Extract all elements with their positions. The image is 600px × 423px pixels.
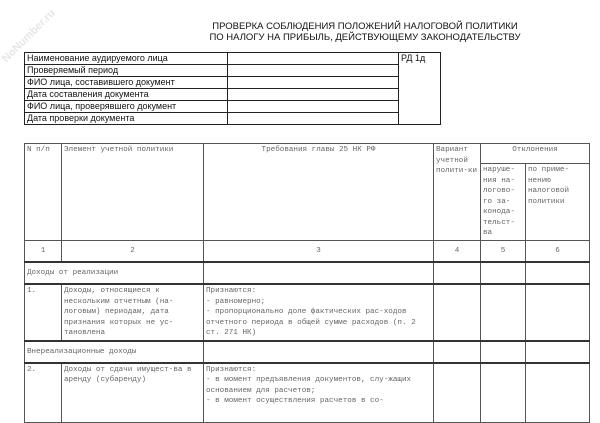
field-label: Дата проверки документа <box>25 113 228 125</box>
dev-policy-cell[interactable] <box>526 284 590 341</box>
col-number: 1 <box>25 240 62 262</box>
field-value[interactable] <box>228 77 399 89</box>
dev-law-cell[interactable] <box>481 363 526 423</box>
section-heading: Внереализационные доходы <box>25 341 204 363</box>
field-label: Дата составления документа <box>25 89 228 101</box>
field-label: ФИО лица, проверявшего документ <box>25 101 228 113</box>
row-requirements <box>204 363 434 423</box>
row-num: 2. <box>25 363 62 423</box>
req-line: - равномерно; <box>206 297 266 306</box>
dev-law-cell[interactable] <box>481 284 526 341</box>
title-line-2: ПО НАЛОГУ НА ПРИБЫЛЬ, ДЕЙСТВУЮЩЕМУ ЗАКОНОДАТЕЛЬСТВУ <box>209 32 521 43</box>
col-number: 2 <box>62 240 204 262</box>
col-header-num: N п/п <box>25 144 62 241</box>
field-value[interactable] <box>228 65 399 77</box>
col-header-variant: Вариант учетной полити-ки <box>434 144 481 241</box>
col-number: 4 <box>434 240 481 262</box>
variant-cell[interactable] <box>434 363 481 423</box>
document-code: РД 1д <box>399 53 441 125</box>
empty-cell <box>204 262 434 284</box>
col-number: 5 <box>481 240 526 262</box>
document-title <box>200 21 530 43</box>
row-element: Доходы, относящиеся к нескольким отчетным (на-логовым) периодам, дата признания которых не ус-тановлена <box>62 284 204 341</box>
dev-policy-cell[interactable] <box>526 363 590 423</box>
empty-cell <box>526 341 590 363</box>
section-heading: Доходы от реализации <box>25 262 204 284</box>
field-label: ФИО лица, составившего документ <box>25 77 228 89</box>
row-num: 1. <box>25 284 62 341</box>
variant-cell[interactable] <box>434 284 481 341</box>
req-line: - пропорционально доле фактических рас-ходов отчетного периода в общей сумме расходов (п. 2 ст. 271 НК) <box>206 308 416 337</box>
col-header-dev-law: наруше-ния на-логово-го за-конода-тельст-ва <box>481 164 526 241</box>
watermark: NoNumber.ru <box>0 7 58 65</box>
policy-table <box>24 143 590 423</box>
field-value[interactable] <box>228 53 399 65</box>
empty-cell <box>204 341 434 363</box>
row-requirements <box>204 284 434 341</box>
table-row <box>25 363 590 423</box>
req-line: - в момент осуществления расчетов в со- <box>206 397 384 405</box>
col-header-element: Элемент учетной политики <box>62 144 204 241</box>
empty-cell <box>481 341 526 363</box>
field-label: Проверяемый период <box>25 65 228 77</box>
req-line: Признаются: <box>206 365 257 374</box>
col-header-dev-policy: по приме-нению налоговой политики <box>526 164 590 241</box>
row-element: Доходы от сдачи имущест-ва в аренду (субаренду) <box>62 363 204 423</box>
title-line-1: ПРОВЕРКА СОБЛЮДЕНИЯ ПОЛОЖЕНИЙ НАЛОГОВОЙ ПОЛИТИКИ <box>212 21 518 32</box>
header-form <box>24 52 441 125</box>
empty-cell <box>434 341 481 363</box>
empty-cell <box>434 262 481 284</box>
field-label: Наименование аудируемого лица <box>25 53 228 65</box>
field-value[interactable] <box>228 101 399 113</box>
col-number: 3 <box>204 240 434 262</box>
table-row <box>25 284 590 341</box>
req-line: - в момент предъявления документов, слу-жащих основанием для расчетов; <box>206 376 412 395</box>
col-header-requirements: Требования главы 25 НК РФ <box>204 144 434 241</box>
field-value[interactable] <box>228 113 399 125</box>
col-header-deviations: Отклонения <box>481 144 590 164</box>
field-value[interactable] <box>228 89 399 101</box>
req-line: Признаются: <box>206 287 257 295</box>
col-number: 6 <box>526 240 590 262</box>
empty-cell <box>526 262 590 284</box>
empty-cell <box>481 262 526 284</box>
